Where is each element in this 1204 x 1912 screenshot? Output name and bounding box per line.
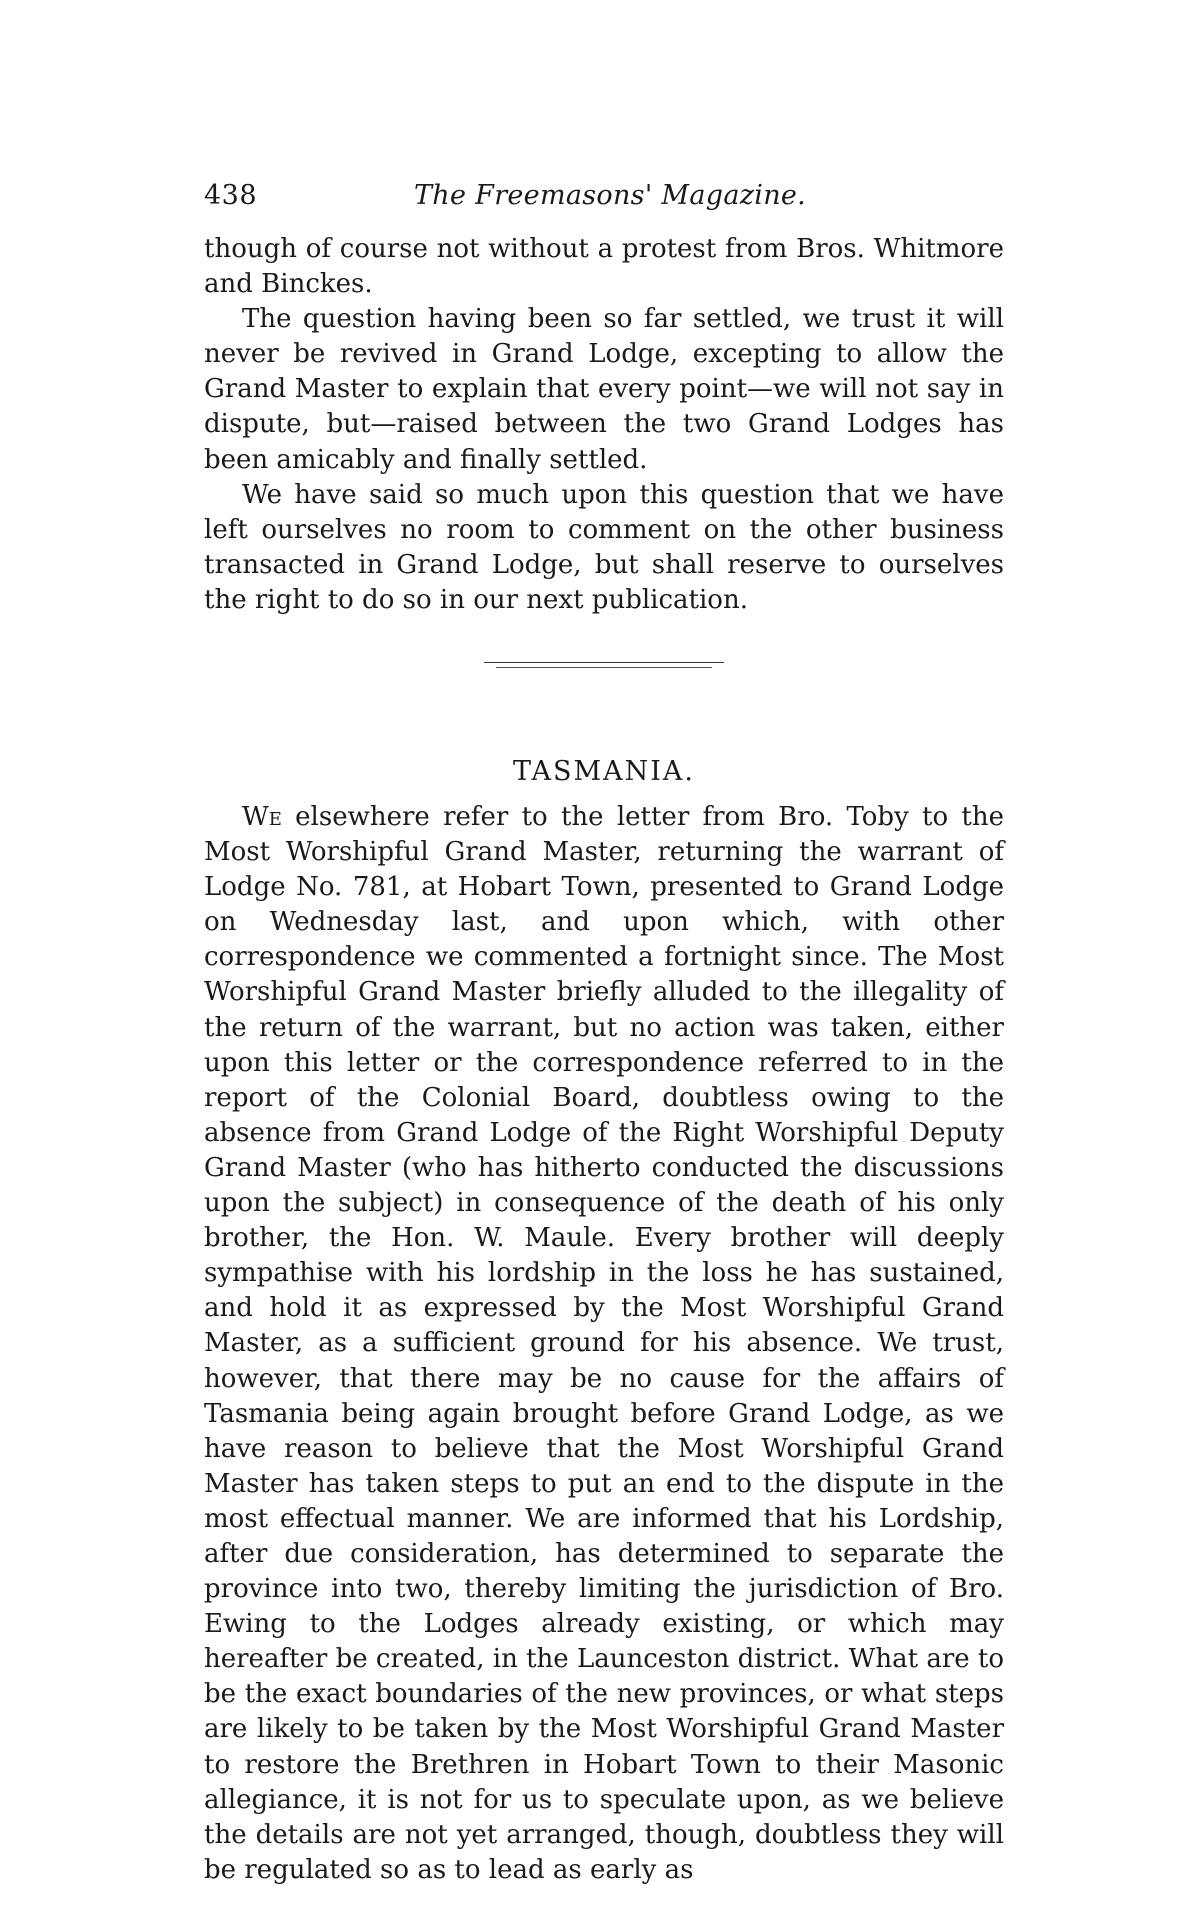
- paragraph: though of course not without a protest from Bros. Whitmore and Binckes.: [204, 234, 1004, 300]
- section-divider: [484, 662, 724, 670]
- divider-rule: [496, 667, 712, 668]
- running-title: The Freemasons' Magazine.: [414, 180, 807, 211]
- paragraph: The question having been so far settled, we trust it will never be revived in Grand Lodge, excepting to allow the Grand Master to explain that every point—we will not say in dispute, but—raised between the two Grand Lodges has been amicably and finally settled.: [204, 304, 1004, 475]
- article-body: [204, 800, 1004, 1888]
- drop-word: We: [242, 802, 282, 832]
- divider-rule: [484, 662, 724, 663]
- continuation-text: [204, 232, 1004, 618]
- paragraph: We have said so much upon this question that we have left ourselves no room to comment on the other business transacted in Grand Lodge, but shall reserve to ourselves the right to do so in our next publication.: [204, 479, 1004, 615]
- paragraph-text: elsewhere refer to the letter from Bro. Toby to the Most Worshipful Grand Master, returning the warrant of Lodge No. 781, at Hobart Town, presented to Grand Lodge on Wednesday last, and upon which, with other correspondence we commented a fortnight since. The Most Worshipful Grand Master briefly alluded to the illegality of the return of the warrant, but no action was taken, either upon this letter or the correspondence referred to in the report of the Colonial Board, doubtless owing to the absence from Grand Lodge of the Right Worshipful Deputy Grand Master (who has hitherto conducted the discussions upon the subject) in consequence of the death of his only brother, the Hon. W. Maule. Every brother will deeply sympathise with his lordship in the loss he has sustained, and hold it as expressed by the Most Worshipful Grand Master, as a sufficient ground for his absence. We trust, however, that there may be no cause for the affairs of Tasmania being again brought before Grand Lodge, as we have reason to believe that the Most Worshipful Grand Master has taken steps to put an end to the dispute in the most effectual manner. We are informed that his Lordship, after due consideration, has determined to separate the province into two, thereby limiting the jurisdiction of Bro. Ewing to the Lodges already existing, or which may hereafter be created, in the Launceston district. What are to be the exact boundaries of the new provinces, or what steps are likely to be taken by the Most Worshipful Grand Master to restore the Brethren in Hobart Town to their Masonic allegiance, it is not for us to speculate upon, as we believe the details are not yet arranged, though, doubtless they will be regulated so as to lead as early as: [204, 802, 1005, 1885]
- page-header: [204, 180, 1004, 220]
- paragraph: [204, 800, 1004, 1888]
- page-number: 438: [204, 180, 258, 211]
- article-heading: TASMANIA.: [512, 756, 696, 787]
